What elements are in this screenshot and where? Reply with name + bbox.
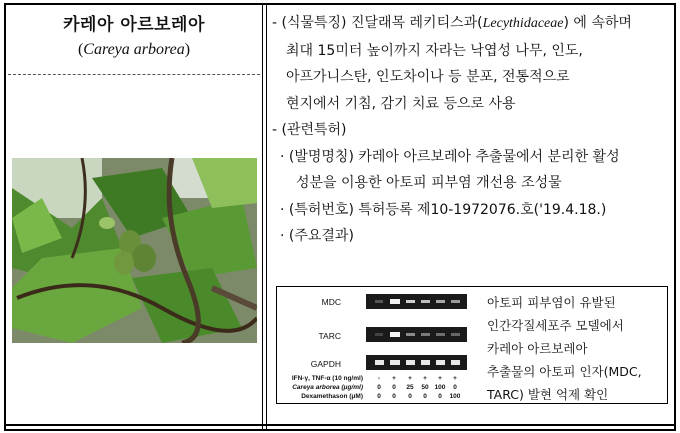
treatment-value: 0	[392, 393, 396, 400]
gel-figure	[283, 293, 483, 401]
gel-strip-tarc	[366, 327, 467, 342]
treatment-value: +	[408, 375, 412, 382]
result-line-2: 인간각질세포주 모델에서	[487, 318, 624, 333]
treatment-value: -	[377, 375, 381, 382]
gel-row-label-gapdh: GAPDH	[310, 359, 341, 369]
plant-photo	[12, 158, 257, 343]
plant-features-paragraph	[272, 10, 672, 117]
patent-heading: - (관련특허)	[272, 122, 347, 138]
treatment-value: 0	[408, 393, 412, 400]
treatment-value: +	[392, 375, 396, 382]
scientific-name-italic: Careya arborea	[83, 41, 185, 58]
treatment-value: 0	[453, 384, 457, 391]
treatment-value: +	[438, 375, 442, 382]
plant-photo-illustration	[12, 158, 257, 343]
plant-name-header	[8, 10, 260, 59]
result-summary	[487, 291, 667, 406]
description-column	[272, 10, 672, 250]
gel-strip-mdc	[366, 294, 467, 309]
features-line-3: 아프가니스탄, 인도차이나 등 분포, 전통적으로	[286, 69, 570, 85]
results-heading: · (주요결과)	[280, 228, 354, 244]
plant-scientific-name: (Careya arborea)	[77, 41, 191, 58]
results-box	[276, 286, 668, 404]
treatment-value: +	[423, 375, 427, 382]
treatment-value: 0	[392, 384, 396, 391]
column-divider	[262, 3, 263, 431]
treatment-label-dexamethason: Dexamethason (μM)	[301, 393, 363, 400]
gel-row-label-tarc: TARC	[318, 331, 341, 341]
column-divider-inner	[266, 3, 267, 431]
treatment-value: 25	[406, 384, 414, 391]
bottom-rule	[4, 424, 676, 426]
result-line-4: 추출물의 아토피 인자(MDC,	[487, 364, 642, 379]
gel-row-label-mdc: MDC	[321, 297, 341, 307]
treatment-label-cytokines: IFN-γ, TNF-α (10 ng/ml)	[291, 375, 363, 382]
features-line-4: 현지에서 기침, 감기 치료 등으로 사용	[286, 95, 516, 112]
treatment-value: 0	[438, 393, 442, 400]
patent-title-line-2: 성분을 이용한 아토피 피부염 개선용 조성물	[296, 175, 562, 191]
result-line-5: TARC) 발현 억제 확인	[487, 387, 609, 402]
header-dashed-rule	[8, 74, 260, 75]
family-latin-name: Lecythidaceae	[482, 16, 564, 31]
gel-strip-gapdh	[366, 355, 467, 370]
treatment-value: 0	[377, 393, 381, 400]
treatment-value: +	[453, 375, 457, 382]
result-line-1: 아토피 피부염이 유발된	[487, 295, 616, 310]
treatment-value: 100	[434, 384, 446, 391]
plant-korean-name: 카레아 아르보레아	[63, 15, 205, 35]
treatment-value: 100	[449, 393, 461, 400]
treatment-value: 0	[377, 384, 381, 391]
patent-number-line: · (특허번호) 특허등록 제10-1972076.호('19.4.18.)	[280, 201, 607, 218]
features-line-1: - (식물특징) 진달래목 레키티스과(Lecythidaceae) 에 속하며	[272, 15, 632, 31]
treatment-value: 0	[423, 393, 427, 400]
features-line-2: 최대 15미터 높이까지 자라는 낙엽성 나무, 인도,	[286, 42, 583, 59]
result-line-3: 카레아 아르보레아	[487, 341, 588, 356]
treatment-value: 50	[421, 384, 429, 391]
treatment-label-careya: Careya arborea (μg/ml)	[292, 384, 363, 391]
patent-title-line-1: · (발명명칭) 카레아 아르보레아 추출물에서 분리한 활성	[280, 148, 620, 165]
